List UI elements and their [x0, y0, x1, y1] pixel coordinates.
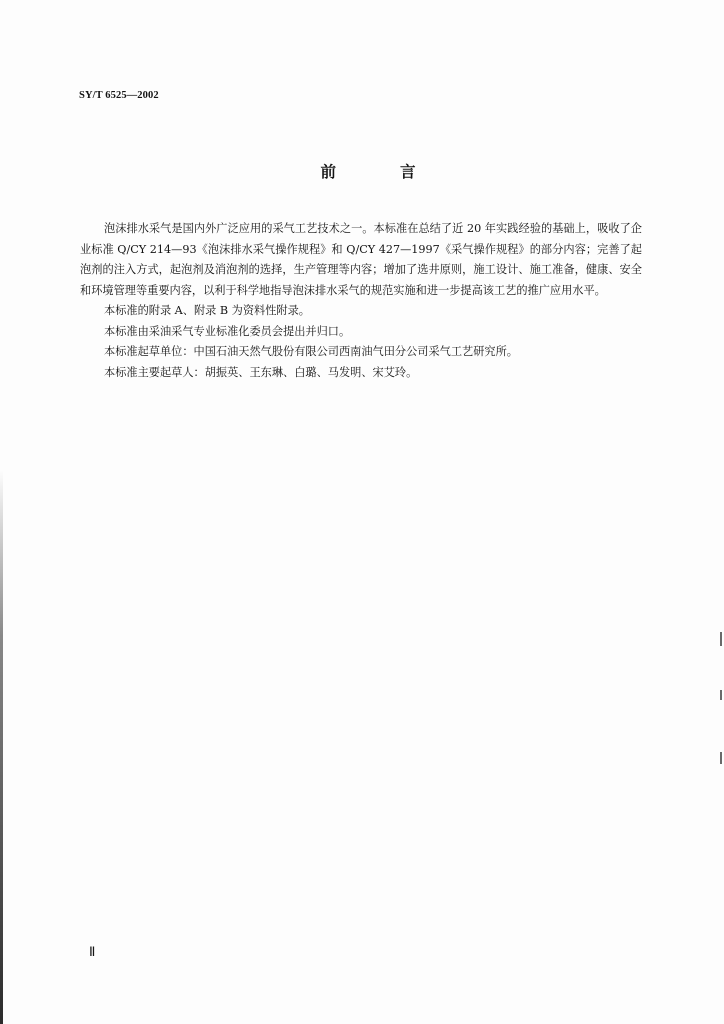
foreword-body — [80, 219, 642, 383]
paragraph-drafting-unit: 本标准起草单位：中国石油天然气股份有限公司西南油气田分公司采气工艺研究所。 — [104, 345, 518, 358]
paragraph-appendix: 本标准的附录 A、附录 B 为资料性附录。 — [104, 304, 310, 317]
document-code: SY/T 6525—2002 — [79, 90, 159, 101]
scan-edge-artifact — [0, 470, 3, 1024]
scan-mark — [720, 752, 722, 764]
title-char-1: 前 — [320, 163, 336, 181]
title-char-2: 言 — [400, 163, 416, 181]
scan-mark — [720, 632, 722, 646]
paragraph-intro: 泡沫排水采气是国内外广泛应用的采气工艺技术之一。本标准在总结了近 20 年实践经验的基础上，吸收了企业标准 Q/CY 214—93《泡沫排水采气操作规程》和 Q/CY 427—1997《采气操作规程》的部分内容；完善了起泡剂的注入方式，起泡剂及消泡剂的选择，生产管理等内容；增加了选井原则，施工设计、施工准备，健康、安全和环境管理等重要内容，以利于科学地指导泡沫排水采气的规范实施和进一步提高该工艺的推广应用水平。 — [80, 222, 642, 297]
paragraph-committee: 本标准由采油采气专业标准化委员会提出并归口。 — [104, 324, 351, 338]
page-number: Ⅱ — [89, 944, 96, 959]
scan-mark — [720, 690, 722, 700]
paragraph-drafters: 本标准主要起草人：胡振英、王东琳、白璐、马发明、宋艾玲。 — [104, 365, 418, 379]
section-title — [0, 160, 724, 182]
